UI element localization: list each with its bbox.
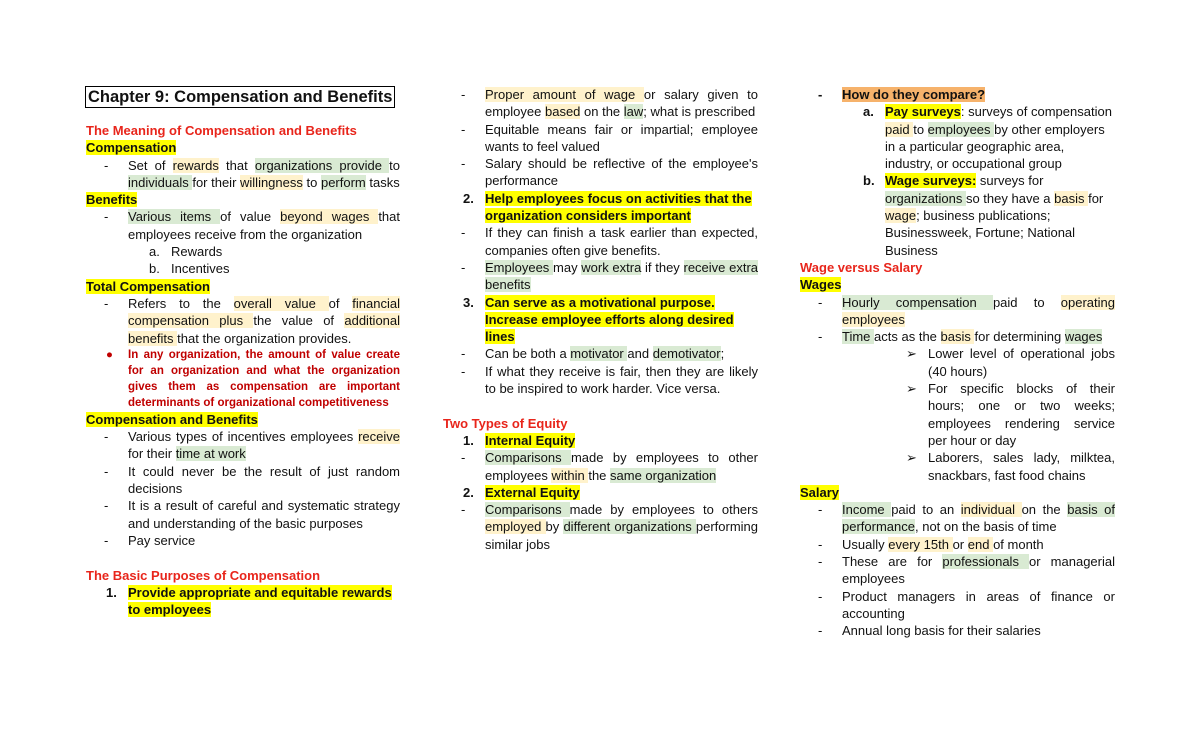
column-1 bbox=[86, 86, 400, 618]
list-item: - Time acts as the basis for determining wages bbox=[818, 329, 1103, 345]
numbered-item-external-equity: 2. External Equity bbox=[463, 484, 580, 500]
term-benefits: Benefits bbox=[86, 192, 138, 208]
arrow-item: ➢ For specific blocks of their hours; one or two weeks; employees rendering service per hour or day bbox=[906, 381, 1115, 448]
list-item: - It could never be the result of just random decisions bbox=[104, 463, 400, 497]
section-heading-purposes: The Basic Purposes of Compensation bbox=[86, 567, 321, 583]
numbered-item-3: 3. Can serve as a motivational purpose. Increase employee efforts along desired lines bbox=[463, 294, 734, 345]
list-item: - These are for professionals or managerial employees bbox=[818, 554, 1115, 587]
term-total-compensation: Total Compensation bbox=[86, 278, 210, 294]
list-item: - Proper amount of wage or salary given to employee based on the law; what is prescribed bbox=[461, 87, 758, 120]
list-item: - Hourly compensation paid to operating employees bbox=[818, 294, 1115, 327]
column-3 bbox=[800, 86, 1115, 640]
list-item: - Pay service bbox=[104, 532, 196, 548]
pay-surveys-item: a. Pay surveys: surveys of compensation paid to employees by other employers in a particular geographic area, industry, or occupational group bbox=[863, 104, 1112, 172]
numbered-item-internal-equity: 1. Internal Equity bbox=[463, 432, 576, 448]
list-item: - Comparisons made by employees to other employees within the same organization bbox=[461, 450, 758, 483]
list-item: - Can be both a motivator and demotivator; bbox=[461, 346, 725, 362]
list-item: - If they can finish a task earlier than expected, companies often give benefits. bbox=[461, 225, 758, 258]
list-item: - Annual long basis for their salaries bbox=[818, 623, 1041, 639]
list-item: - Product managers in areas of finance or accounting bbox=[818, 588, 1115, 621]
term-compensation: Compensation bbox=[86, 140, 177, 156]
section-heading-wage-vs-salary: Wage versus Salary bbox=[800, 259, 923, 275]
arrow-item: ➢ Laborers, sales lady, milktea, snackbars, fast food chains bbox=[906, 450, 1115, 483]
arrow-icon: ➢ bbox=[906, 346, 917, 362]
list-item: - It is a result of careful and systematic strategy and understanding of the basic purposes bbox=[104, 498, 400, 531]
list-item: - Salary should be reflective of the employee's performance bbox=[461, 156, 758, 189]
numbered-item-1: 1. Provide appropriate and equitable rewards to employees bbox=[106, 584, 392, 618]
list-item: - Usually every 15th or end of month bbox=[818, 536, 1044, 552]
bullet-note: ● In any organization, the amount of value create for an organization and what the organization gives them as compensation are important determinants of organizational competitiveness bbox=[106, 348, 400, 409]
list-item: - Employees may work extra if they receive extra benefits bbox=[461, 259, 759, 293]
sub-item-incentives: b. Incentives bbox=[149, 261, 230, 277]
list-item: - Various types of incentives employees receive for their time at work bbox=[104, 429, 400, 462]
list-item: - Equitable means fair or impartial; employee wants to feel valued bbox=[461, 121, 758, 154]
list-item: - Refers to the overall value of financial compensation plus the value of additional benefits that the organization provides. bbox=[104, 295, 401, 346]
arrow-icon: ➢ bbox=[906, 450, 917, 466]
section-heading-equity: Two Types of Equity bbox=[443, 415, 568, 431]
arrow-icon: ➢ bbox=[906, 381, 917, 397]
term-compensation-and-benefits: Compensation and Benefits bbox=[86, 411, 258, 427]
list-item: - If what they receive is fair, then they are likely to be inspired to work harder. Vice versa. bbox=[461, 363, 758, 397]
column-2 bbox=[443, 86, 758, 553]
list-item: - Income paid to an individual on the basis of performance, not on the basis of time bbox=[818, 502, 1115, 535]
sub-item-rewards: a. Rewards bbox=[149, 244, 223, 260]
list-item: - Various items of value beyond wages that employees receive from the organization bbox=[104, 209, 400, 242]
list-item: - Set of rewards that organizations provide to individuals for their willingness to perform tasks bbox=[104, 157, 400, 190]
page-title: Chapter 9: Compensation and Benefits bbox=[85, 86, 395, 108]
list-item-compare: - How do they compare? bbox=[818, 87, 986, 102]
term-wages: Wages bbox=[800, 277, 842, 293]
term-salary: Salary bbox=[800, 484, 840, 500]
arrow-item: ➢ Lower level of operational jobs (40 hours) bbox=[906, 346, 1115, 379]
numbered-item-2: 2. Help employees focus on activities that the organization considers important bbox=[463, 190, 752, 224]
list-item: - Comparisons made by employees to others employed by different organizations performing similar jobs bbox=[461, 502, 758, 552]
wage-surveys-item: b. Wage surveys: surveys for organizations so they have a basis for wage; business publications; Businessweek, Fortune; National Business bbox=[863, 173, 1104, 258]
section-heading-meaning: The Meaning of Compensation and Benefits bbox=[86, 123, 357, 138]
